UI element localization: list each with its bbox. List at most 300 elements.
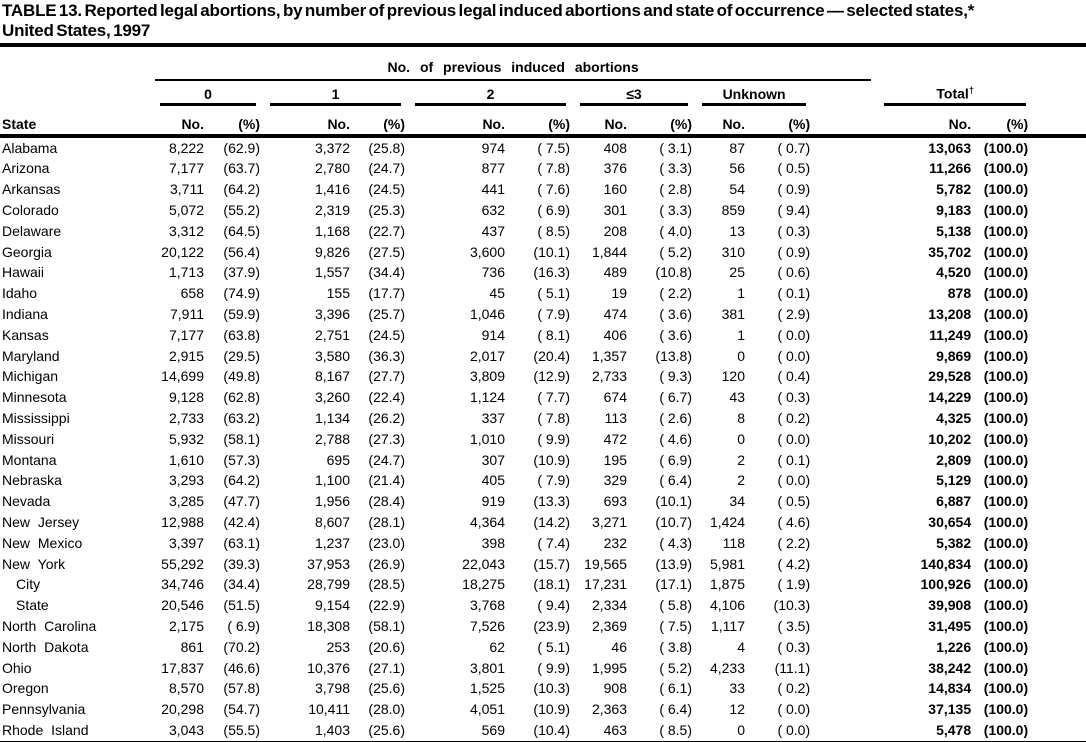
cell-no: 2	[737, 472, 745, 489]
cell-pct: (10.9)	[533, 701, 570, 718]
cell-pct: ( 6.1)	[659, 680, 692, 697]
cell-pct: ( 0.5)	[777, 160, 811, 177]
table-row	[0, 491, 1086, 512]
cell-pct: (100.0)	[983, 451, 1029, 468]
spacer	[1028, 491, 1086, 512]
cell-pct: ( 4.6)	[777, 514, 811, 530]
cell-no: 208	[603, 222, 627, 239]
cell-pct: ( 8.5)	[537, 222, 570, 239]
cell-no: 1,956	[314, 493, 350, 510]
table-row	[0, 429, 1086, 450]
cell-pct: ( 0.2)	[777, 410, 811, 427]
cell-no: 20,546	[161, 597, 204, 614]
cell-pct: ( 0.0)	[777, 721, 811, 738]
cell-no: 8,570	[168, 680, 204, 697]
cell-pct: (26.9)	[368, 555, 405, 572]
table-row	[0, 179, 1086, 200]
spacer	[1028, 574, 1086, 595]
cell-pct: ( 6.9)	[659, 451, 692, 468]
cell-pct: (27.1)	[368, 659, 405, 676]
cell-no: 10,376	[307, 659, 350, 676]
cell-no: 37,135	[928, 701, 972, 718]
spacer	[1028, 221, 1086, 242]
state-name: Georgia	[2, 243, 52, 260]
cell-no: 693	[603, 493, 627, 510]
spacer	[1028, 81, 1086, 106]
spacer	[1028, 179, 1086, 200]
cell-no: 408	[603, 139, 627, 156]
cell-no: 5,138	[936, 222, 972, 239]
cell-pct: ( 0.3)	[777, 389, 811, 406]
spacer	[1028, 158, 1086, 179]
table-row	[0, 595, 1086, 616]
cell-no: 2,369	[591, 617, 627, 634]
cell-no: 463	[603, 721, 627, 738]
cell-no: 489	[603, 264, 627, 281]
cell-pct: ( 7.8)	[537, 160, 570, 177]
cell-pct: (100.0)	[983, 306, 1029, 323]
cell-pct: ( 0.0)	[777, 326, 811, 343]
cell-pct: (25.6)	[368, 680, 405, 697]
cell-no: 8,167	[314, 368, 350, 385]
cell-pct: (100.0)	[983, 493, 1029, 510]
column-group-1-label: 1	[270, 86, 401, 106]
cell-pct: ( 2.2)	[659, 285, 692, 302]
cell-pct: (39.3)	[223, 555, 260, 572]
cell-no: 5,478	[936, 721, 972, 738]
cell-no: 13	[729, 222, 745, 239]
cell-no: 20,122	[161, 243, 204, 260]
cell-no: 3,260	[314, 389, 350, 406]
cell-no: 1,995	[591, 659, 627, 676]
state-name: Ohio	[2, 659, 32, 676]
cell-no: 5,382	[936, 534, 972, 551]
cell-no: 4,106	[709, 597, 745, 614]
cell-no: 13,063	[928, 139, 972, 156]
cell-pct: (100.0)	[983, 160, 1029, 177]
cell-no: 1	[737, 285, 745, 302]
cell-no: 2,751	[314, 326, 350, 343]
cell-pct: (15.7)	[533, 555, 570, 572]
cell-no: 2,733	[591, 368, 627, 385]
cell-pct: (10.4)	[533, 721, 570, 738]
pct-header-0: (%)	[204, 106, 260, 136]
cell-no: 2,334	[591, 597, 627, 614]
pct-header-le3: (%)	[627, 106, 692, 136]
cell-no: 9,128	[168, 389, 204, 406]
cell-pct: ( 4.3)	[659, 534, 692, 551]
no-header-le3: No.	[570, 106, 627, 136]
cell-pct: (70.2)	[223, 638, 260, 655]
state-name: New Mexico	[2, 534, 83, 551]
cell-no: 3,312	[168, 222, 204, 239]
cell-no: 3,397	[168, 534, 204, 551]
cell-no: 474	[603, 306, 627, 323]
cell-pct: ( 6.7)	[659, 389, 692, 406]
cell-no: 7,526	[469, 617, 505, 634]
cell-pct: (28.5)	[368, 576, 405, 593]
cell-no: 2,915	[168, 347, 204, 364]
cell-pct: (59.9)	[223, 306, 260, 323]
state-name: Michigan	[2, 368, 59, 385]
cell-no: 859	[721, 202, 745, 219]
cell-no: 2,733	[168, 410, 204, 427]
cell-pct: (34.4)	[223, 576, 260, 593]
cell-no: 674	[603, 389, 627, 406]
cell-no: 4	[737, 638, 745, 655]
cell-no: 736	[481, 264, 505, 281]
cell-pct: ( 5.8)	[659, 597, 692, 614]
cell-no: 1,416	[314, 181, 350, 198]
cell-no: 3,271	[591, 514, 627, 530]
cell-no: 695	[326, 451, 350, 468]
cell-pct: ( 0.4)	[777, 368, 811, 385]
cell-pct: (56.4)	[223, 243, 260, 260]
cell-pct: ( 6.9)	[537, 202, 570, 219]
cell-pct: (100.0)	[983, 430, 1029, 447]
cell-pct: (37.9)	[223, 264, 260, 281]
cell-pct: ( 7.5)	[537, 139, 570, 156]
spacer	[1028, 720, 1086, 742]
table-row	[0, 554, 1086, 575]
spacer	[1028, 512, 1086, 533]
cell-no: 20,298	[161, 701, 204, 718]
state-name: Nebraska	[2, 472, 62, 489]
cell-no: 3,580	[314, 347, 350, 364]
spacer	[1028, 366, 1086, 387]
cell-no: 1,134	[314, 410, 350, 427]
cell-no: 4,520	[936, 264, 972, 281]
cell-pct: (100.0)	[983, 222, 1029, 239]
header-group-row	[0, 47, 1086, 81]
cell-no: 18,308	[307, 617, 350, 634]
pct-header-1: (%)	[350, 106, 405, 136]
cell-no: 437	[481, 222, 505, 239]
cell-no: 5,932	[168, 430, 204, 447]
cell-pct: ( 0.0)	[777, 472, 811, 489]
cell-pct: ( 7.9)	[537, 306, 570, 323]
cell-no: 4,233	[709, 659, 745, 676]
table-row	[0, 574, 1086, 595]
table-row	[0, 325, 1086, 346]
table-row	[0, 304, 1086, 325]
cell-no: 301	[603, 202, 627, 219]
cell-pct: ( 8.1)	[537, 326, 570, 343]
state-name: Montana	[2, 451, 57, 468]
cell-pct: ( 7.6)	[537, 181, 570, 198]
cell-pct: ( 9.9)	[537, 659, 570, 676]
spacer	[1028, 554, 1086, 575]
cell-no: 1,010	[469, 430, 505, 447]
header-subgroup-row	[0, 81, 1086, 106]
cell-no: 120	[721, 368, 745, 385]
cell-pct: ( 5.2)	[659, 659, 692, 676]
cell-pct: (64.2)	[223, 472, 260, 489]
cell-no: 405	[481, 472, 505, 489]
spacer	[1028, 106, 1086, 136]
cell-no: 232	[603, 534, 627, 551]
cell-no: 1,557	[314, 264, 350, 281]
cell-no: 14,699	[161, 368, 204, 385]
cell-pct: (100.0)	[983, 638, 1029, 655]
spacer	[0, 47, 150, 81]
cell-no: 1,046	[469, 306, 505, 323]
cell-pct: (57.3)	[223, 451, 260, 468]
cell-no: 1,424	[709, 514, 745, 530]
table-row	[0, 450, 1086, 471]
cell-pct: ( 0.2)	[777, 680, 811, 697]
state-name: Kansas	[2, 326, 49, 343]
cell-no: 22,043	[462, 555, 505, 572]
cell-pct: (100.0)	[983, 514, 1029, 530]
cell-pct: (25.3)	[368, 202, 405, 219]
spacer	[1028, 304, 1086, 325]
state-name: State	[16, 597, 49, 614]
cell-no: 19,565	[584, 555, 627, 572]
cell-pct: ( 0.1)	[777, 451, 811, 468]
cell-no: 1,610	[168, 451, 204, 468]
state-name: City	[16, 576, 41, 593]
table-row	[0, 678, 1086, 699]
cell-pct: (100.0)	[983, 555, 1029, 572]
cell-no: 908	[603, 680, 627, 697]
table-row	[0, 366, 1086, 387]
cell-pct: (17.7)	[368, 285, 405, 302]
state-name: Arkansas	[2, 181, 61, 198]
cell-no: 4,364	[469, 514, 505, 530]
cell-pct: (24.5)	[368, 181, 405, 198]
cell-no: 46	[611, 638, 627, 655]
cell-no: 54	[729, 181, 745, 198]
cell-no: 34,746	[161, 576, 204, 593]
cell-pct: (24.5)	[368, 326, 405, 343]
state-name: Hawaii	[2, 264, 45, 281]
cell-no: 38,242	[928, 659, 972, 676]
cell-pct: ( 7.8)	[537, 410, 570, 427]
cell-pct: (34.4)	[368, 264, 405, 281]
cell-pct: ( 3.6)	[659, 306, 692, 323]
cell-no: 1,124	[469, 389, 505, 406]
spacer	[1028, 47, 1086, 81]
cell-pct: ( 2.2)	[777, 534, 811, 551]
cell-pct: (10.3)	[773, 597, 811, 614]
cell-no: 7,177	[168, 160, 204, 177]
table-title	[0, 0, 1086, 47]
table-row	[0, 699, 1086, 720]
cell-no: 472	[603, 430, 627, 447]
spacer	[1028, 242, 1086, 263]
cell-pct: ( 7.7)	[537, 389, 570, 406]
cell-no: 45	[489, 285, 505, 302]
cell-pct: ( 9.4)	[777, 202, 811, 219]
column-group-0	[150, 81, 260, 106]
cell-pct: (100.0)	[983, 701, 1029, 718]
cell-pct: (28.1)	[368, 514, 405, 530]
no-header-2: No.	[405, 106, 505, 136]
spacer	[1028, 658, 1086, 679]
table-row	[0, 658, 1086, 679]
table-row	[0, 387, 1086, 408]
column-group-0-label: 0	[160, 86, 256, 106]
cell-no: 974	[481, 139, 505, 156]
cell-no: 28,799	[307, 576, 350, 593]
cell-pct: (64.5)	[223, 222, 260, 239]
cell-no: 7,177	[168, 326, 204, 343]
cell-pct: (100.0)	[983, 410, 1029, 427]
cell-pct: (55.2)	[223, 202, 260, 219]
cell-pct: ( 1.9)	[777, 576, 811, 593]
cell-pct: ( 9.3)	[659, 368, 692, 385]
cell-no: 0	[737, 430, 745, 447]
cell-no: 2,363	[591, 701, 627, 718]
cell-pct: ( 8.5)	[659, 721, 692, 738]
cell-pct: (100.0)	[983, 576, 1029, 593]
cell-no: 1,525	[469, 680, 505, 697]
cell-no: 1,844	[591, 243, 627, 260]
cell-pct: ( 2.9)	[777, 306, 811, 323]
cell-pct: ( 9.9)	[537, 430, 570, 447]
cell-no: 0	[737, 347, 745, 364]
cell-pct: ( 5.2)	[659, 243, 692, 260]
cell-pct: (25.7)	[368, 306, 405, 323]
cell-no: 14,229	[928, 389, 972, 406]
cell-no: 3,711	[170, 181, 204, 198]
cell-no: 10,202	[928, 430, 972, 447]
cell-pct: ( 0.9)	[777, 181, 811, 198]
cell-pct: (21.4)	[368, 472, 405, 489]
column-group-1	[260, 81, 405, 106]
spacer	[1028, 533, 1086, 554]
spacer	[1028, 408, 1086, 429]
cell-pct: (58.1)	[223, 430, 260, 447]
spacer	[1028, 637, 1086, 658]
cell-pct: ( 0.7)	[777, 139, 811, 156]
table-title-line1: TABLE 13. Reported legal abortions, by number of previous legal induced abortions and state of occurrence — selected states,*	[2, 1, 975, 20]
cell-no: 13,208	[928, 306, 972, 323]
cell-no: 398	[481, 534, 505, 551]
cell-pct: (100.0)	[983, 597, 1029, 614]
cell-no: 160	[603, 181, 627, 198]
cell-pct: (100.0)	[983, 285, 1029, 302]
cell-no: 2,175	[168, 617, 204, 634]
cell-pct: ( 0.0)	[777, 701, 811, 718]
cell-pct: (10.8)	[655, 264, 692, 281]
cell-pct: (13.9)	[655, 555, 692, 572]
state-name: North Dakota	[2, 638, 89, 655]
cell-no: 155	[326, 285, 350, 302]
cell-pct: ( 0.3)	[777, 638, 811, 655]
cell-no: 919	[481, 493, 505, 510]
cell-pct: (100.0)	[983, 472, 1029, 489]
table-row	[0, 533, 1086, 554]
cell-pct: (100.0)	[983, 389, 1029, 406]
cell-pct: (20.4)	[533, 347, 570, 364]
spacer	[1028, 136, 1086, 159]
cell-pct: (54.7)	[223, 701, 260, 718]
cell-no: 1,875	[709, 576, 745, 593]
cell-no: 4,051	[469, 701, 505, 718]
cell-no: 9,154	[314, 597, 350, 614]
cell-no: 658	[180, 285, 204, 302]
cell-pct: (100.0)	[983, 264, 1029, 281]
abortions-table	[0, 47, 1086, 742]
cell-no: 14,834	[928, 680, 972, 697]
cell-pct: ( 3.6)	[659, 326, 692, 343]
cell-no: 33	[729, 680, 745, 697]
spacer	[810, 47, 1028, 81]
cell-pct: (100.0)	[983, 243, 1029, 260]
cell-pct: (55.5)	[223, 721, 260, 738]
cell-pct: (58.1)	[368, 617, 405, 634]
cell-pct: (10.7)	[655, 514, 692, 530]
cell-no: 19	[611, 285, 627, 302]
state-name: Idaho	[2, 285, 38, 302]
table-row	[0, 408, 1086, 429]
cell-no: 381	[721, 306, 745, 323]
column-group-le3-label: ≤3	[580, 86, 688, 106]
cell-no: 37,953	[307, 555, 350, 572]
cell-pct: (28.0)	[368, 701, 405, 718]
cell-no: 337	[481, 410, 505, 427]
cell-pct: ( 4.0)	[659, 222, 692, 239]
cell-pct: (27.3)	[368, 430, 405, 447]
cell-pct: (10.3)	[533, 680, 570, 697]
cell-pct: (100.0)	[983, 368, 1029, 385]
cell-no: 310	[721, 243, 745, 260]
cell-pct: (22.9)	[368, 597, 405, 614]
cell-pct: (29.5)	[223, 347, 260, 364]
cell-pct: ( 5.1)	[537, 638, 570, 655]
cell-pct: (27.5)	[368, 243, 405, 260]
cell-no: 253	[326, 638, 350, 655]
cell-no: 100,926	[920, 576, 972, 593]
state-name: Mississippi	[2, 410, 70, 427]
no-header-unknown: No.	[692, 106, 745, 136]
state-name: Indiana	[2, 306, 48, 323]
no-header-1: No.	[260, 106, 350, 136]
table-row	[0, 346, 1086, 367]
cell-no: 56	[729, 160, 745, 177]
cell-pct: (100.0)	[983, 534, 1029, 551]
cell-no: 3,600	[469, 243, 505, 260]
cell-pct: (18.1)	[533, 576, 570, 593]
cell-no: 307	[481, 451, 505, 468]
cell-pct: (100.0)	[983, 347, 1029, 364]
cell-pct: (100.0)	[983, 659, 1029, 676]
cell-no: 29,528	[928, 368, 972, 385]
cell-no: 3,801	[469, 659, 505, 676]
cell-pct: (17.1)	[655, 576, 692, 593]
cell-pct: ( 7.5)	[659, 617, 692, 634]
total-dagger-footnote-mark: †	[968, 85, 974, 95]
cell-pct: (36.3)	[368, 347, 405, 364]
cell-pct: ( 3.8)	[659, 638, 692, 655]
spacer	[1028, 595, 1086, 616]
cell-pct: (16.3)	[533, 264, 570, 281]
cell-pct: (57.8)	[223, 680, 260, 697]
spacer	[1028, 325, 1086, 346]
cell-no: 9,869	[936, 347, 972, 364]
cell-pct: (13.8)	[655, 347, 692, 364]
spacer	[1028, 450, 1086, 471]
cell-pct: (28.4)	[368, 493, 405, 510]
cell-no: 1	[737, 326, 745, 343]
cell-pct: ( 0.0)	[777, 430, 811, 447]
cell-no: 3,372	[314, 139, 350, 156]
cell-no: 43	[729, 389, 745, 406]
table-row	[0, 470, 1086, 491]
total-label-text: Total	[936, 85, 969, 102]
